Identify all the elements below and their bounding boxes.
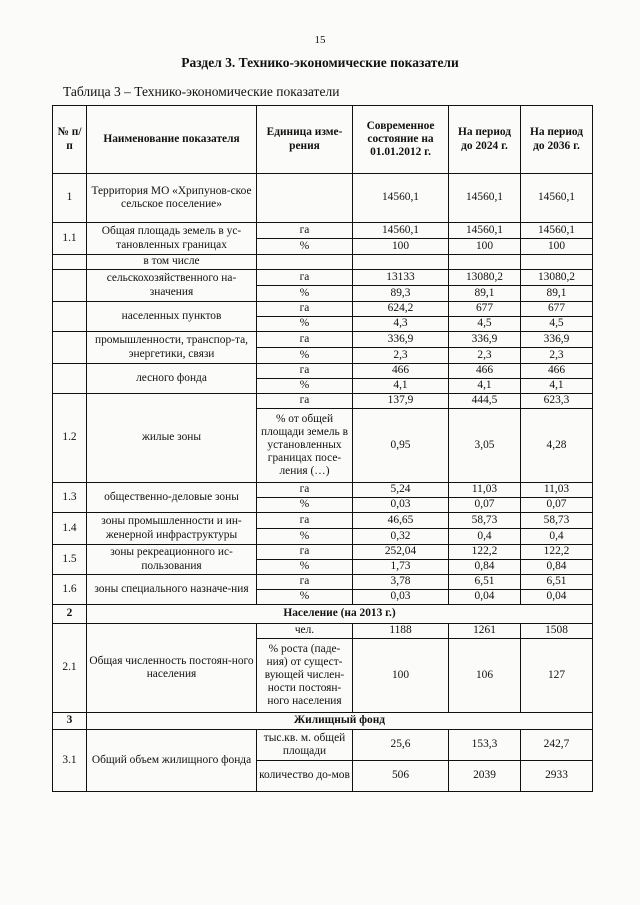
row-num: 1.6: [53, 575, 87, 605]
section-row: [53, 713, 593, 730]
row-unit: %: [257, 317, 353, 332]
row-name: сельскохозяйственного на-значения: [87, 270, 257, 302]
row-current: 5,24: [353, 483, 449, 498]
section-title-housing: Жилищный фонд: [87, 713, 593, 730]
row-current: 46,65: [353, 513, 449, 529]
row-current: 2,3: [353, 348, 449, 364]
row-current: 14560,1: [353, 223, 449, 239]
header-current: Современное состояние на 01.01.2012 г.: [353, 106, 449, 174]
table-row: [53, 730, 593, 761]
row-name: зоны специального назначе-ния: [87, 575, 257, 605]
table-caption: Таблица 3 – Технико-экономические показатели: [63, 84, 340, 99]
row-name: Территория МО «Хрипунов-ское сельское поселение»: [87, 174, 257, 223]
row-2024: 58,73: [449, 513, 521, 529]
header-name: Наименование показателя: [87, 106, 257, 174]
row-current: 4,3: [353, 317, 449, 332]
section-row: [53, 605, 593, 624]
table-row: [53, 174, 593, 223]
row-2036: 11,03: [521, 483, 593, 498]
row-unit: %: [257, 498, 353, 513]
row-unit: %: [257, 590, 353, 605]
row-name: лесного фонда: [87, 364, 257, 394]
row-2036: 2933: [521, 761, 593, 792]
row-2024: 4,5: [449, 317, 521, 332]
row-unit: га: [257, 302, 353, 317]
row-unit: га: [257, 332, 353, 348]
row-current: 1,73: [353, 560, 449, 575]
row-unit: тыс.кв. м. общей площади: [257, 730, 353, 761]
row-num: 1.2: [53, 394, 87, 483]
row-current: 3,78: [353, 575, 449, 590]
row-unit: га: [257, 223, 353, 239]
row-num: 1.5: [53, 545, 87, 575]
row-num: 1: [53, 174, 87, 223]
row-unit: %: [257, 239, 353, 255]
row-name: зоны промышленности и ин-женерной инфраструктуры: [87, 513, 257, 545]
table-row: [53, 302, 593, 317]
row-2024: 14560,1: [449, 174, 521, 223]
row-unit: % от общей площади земель в установленных границах посе-ления (…): [257, 409, 353, 483]
row-num: 1.3: [53, 483, 87, 513]
row-2024: 122,2: [449, 545, 521, 560]
row-2024: 0,4: [449, 529, 521, 545]
section-num: 3: [53, 713, 87, 730]
table-row: [53, 483, 593, 498]
row-2024: 100: [449, 239, 521, 255]
row-name: жилые зоны: [87, 394, 257, 483]
row-current: 0,32: [353, 529, 449, 545]
row-2036: 2,3: [521, 348, 593, 364]
row-current: 100: [353, 239, 449, 255]
header-2024: На период до 2024 г.: [449, 106, 521, 174]
row-current: 0,03: [353, 498, 449, 513]
row-2036: 122,2: [521, 545, 593, 560]
row-2036: 4,5: [521, 317, 593, 332]
row-2036: 0,07: [521, 498, 593, 513]
row-unit: га: [257, 364, 353, 379]
row-2036: 336,9: [521, 332, 593, 348]
row-2024: 6,51: [449, 575, 521, 590]
row-current: 14560,1: [353, 174, 449, 223]
row-unit: га: [257, 545, 353, 560]
table-header-row: [53, 106, 593, 174]
row-num: 1.1: [53, 223, 87, 255]
row-current: 100: [353, 639, 449, 713]
row-2024: 444,5: [449, 394, 521, 409]
row-2036: 466: [521, 364, 593, 379]
row-current: 466: [353, 364, 449, 379]
row-unit: чел.: [257, 624, 353, 639]
including-label: в том числе: [87, 255, 257, 270]
row-name: общественно-деловые зоны: [87, 483, 257, 513]
page-number: 15: [314, 34, 326, 46]
row-name: населенных пунктов: [87, 302, 257, 332]
table-row: [53, 624, 593, 639]
row-2036: 677: [521, 302, 593, 317]
row-unit: % роста (паде-ния) от сущест-вующей числен-ности постоян-ного населения: [257, 639, 353, 713]
table-row: [53, 223, 593, 239]
row-unit: [257, 174, 353, 223]
row-2036: 13080,2: [521, 270, 593, 286]
row-2024: 3,05: [449, 409, 521, 483]
row-2036: 14560,1: [521, 223, 593, 239]
row-num: 2.1: [53, 624, 87, 713]
row-unit: %: [257, 348, 353, 364]
row-current: 89,3: [353, 286, 449, 302]
row-2036: 89,1: [521, 286, 593, 302]
row-2036: 1508: [521, 624, 593, 639]
row-2024: 677: [449, 302, 521, 317]
row-current: 25,6: [353, 730, 449, 761]
row-current: 0,03: [353, 590, 449, 605]
row-current: 336,9: [353, 332, 449, 348]
row-name: зоны рекреационного ис-пользования: [87, 545, 257, 575]
row-name: Общая численность постоян-ного населения: [87, 624, 257, 713]
header-2036: На период до 2036 г.: [521, 106, 593, 174]
header-num: № п/п: [53, 106, 87, 174]
row-2024: 0,84: [449, 560, 521, 575]
row-current: 1188: [353, 624, 449, 639]
row-current: 252,04: [353, 545, 449, 560]
section-title: Раздел 3. Технико-экономические показатели: [181, 55, 459, 70]
row-2024: 2,3: [449, 348, 521, 364]
row-2024: 0,04: [449, 590, 521, 605]
row-2024: 11,03: [449, 483, 521, 498]
row-num: 3.1: [53, 730, 87, 792]
header-unit: Единица изме-рения: [257, 106, 353, 174]
row-2024: 4,1: [449, 379, 521, 394]
row-2036: 0,84: [521, 560, 593, 575]
table-row: [53, 270, 593, 286]
table-row: [53, 575, 593, 590]
row-num: 1.4: [53, 513, 87, 545]
row-unit: га: [257, 483, 353, 498]
row-current: 13133: [353, 270, 449, 286]
row-unit: количество до-мов: [257, 761, 353, 792]
row-unit: га: [257, 270, 353, 286]
row-2024: 13080,2: [449, 270, 521, 286]
row-unit: %: [257, 560, 353, 575]
row-2024: 14560,1: [449, 223, 521, 239]
table-row: [53, 255, 593, 270]
row-unit: га: [257, 513, 353, 529]
section-title-population: Население (на 2013 г.): [87, 605, 593, 624]
indicators-table: [52, 105, 593, 792]
row-2036: 6,51: [521, 575, 593, 590]
row-2036: 58,73: [521, 513, 593, 529]
row-current: 506: [353, 761, 449, 792]
row-2036: 127: [521, 639, 593, 713]
row-name: Общий объем жилищного фонда: [87, 730, 257, 792]
row-2036: 4,28: [521, 409, 593, 483]
row-2024: 466: [449, 364, 521, 379]
row-name: Общая площадь земель в ус-тановленных границах: [87, 223, 257, 255]
row-name: промышленности, транспор-та, энергетики, связи: [87, 332, 257, 364]
row-2036: 0,04: [521, 590, 593, 605]
table-row: [53, 332, 593, 348]
row-2024: 106: [449, 639, 521, 713]
table-row: [53, 394, 593, 409]
row-unit: га: [257, 394, 353, 409]
row-2024: 0,07: [449, 498, 521, 513]
row-unit: %: [257, 286, 353, 302]
row-current: 4,1: [353, 379, 449, 394]
row-2024: 1261: [449, 624, 521, 639]
row-2036: 100: [521, 239, 593, 255]
table-row: [53, 513, 593, 529]
row-current: 624,2: [353, 302, 449, 317]
table-row: [53, 545, 593, 560]
row-2024: 153,3: [449, 730, 521, 761]
section-num: 2: [53, 605, 87, 624]
row-2036: 0,4: [521, 529, 593, 545]
row-2036: 242,7: [521, 730, 593, 761]
row-current: 137,9: [353, 394, 449, 409]
row-2024: 336,9: [449, 332, 521, 348]
row-2024: 89,1: [449, 286, 521, 302]
row-2036: 14560,1: [521, 174, 593, 223]
row-current: 0,95: [353, 409, 449, 483]
row-2036: 4,1: [521, 379, 593, 394]
row-unit: %: [257, 529, 353, 545]
table-row: [53, 364, 593, 379]
row-unit: га: [257, 575, 353, 590]
row-2036: 623,3: [521, 394, 593, 409]
row-2024: 2039: [449, 761, 521, 792]
row-unit: %: [257, 379, 353, 394]
